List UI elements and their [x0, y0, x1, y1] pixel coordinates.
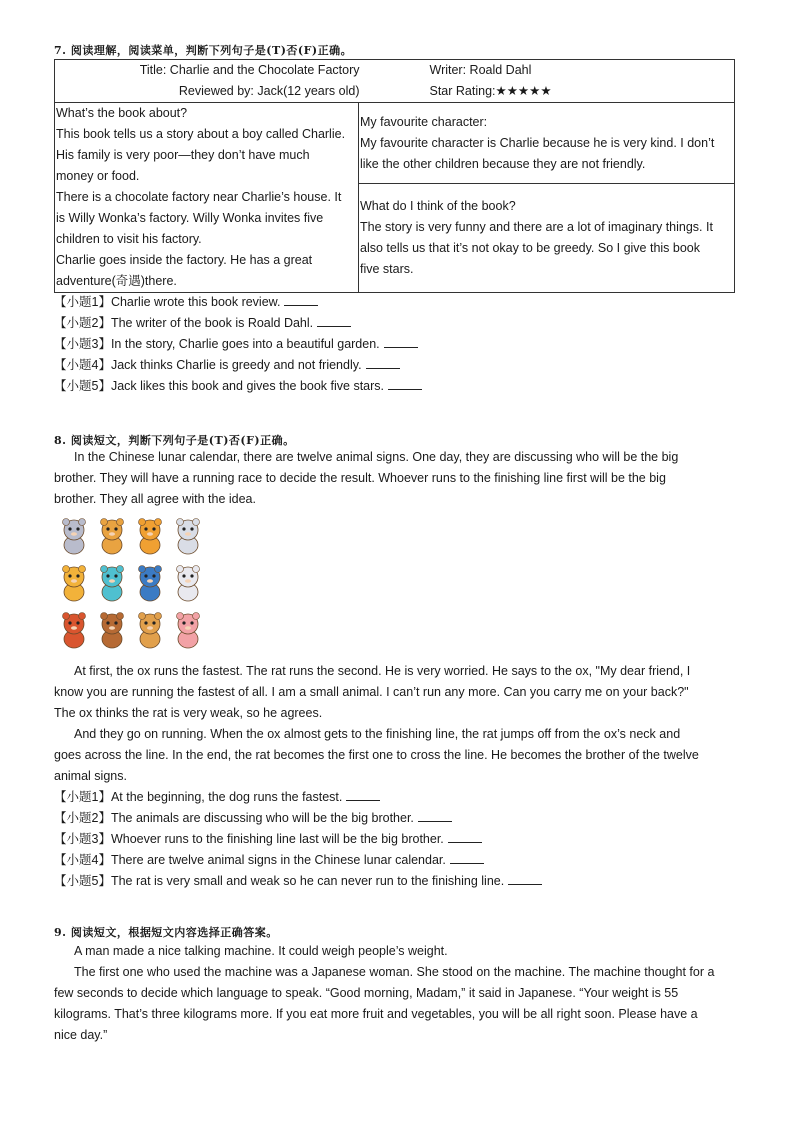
star-rating: Star Rating:★★★★★: [429, 84, 552, 98]
text-line: know you are running the fastest of all. I am a small animal. I can’t run any more. Can you carry me on your back?": [54, 685, 689, 699]
reviewer: Reviewed by: Jack(12 years old): [178, 84, 360, 98]
book-writer: Writer: Roald Dahl: [429, 63, 532, 77]
text-line: And they go on running. When the ox almost gets to the finishing line, the rat jumps off from the ox’s neck and: [74, 727, 681, 741]
text-line: nice day.”: [54, 1028, 108, 1042]
answer-blank[interactable]: [366, 358, 400, 369]
text-line: money or food.: [56, 169, 140, 183]
text-line: In the Chinese lunar calendar, there are twelve animal signs. One day, they are discussing who will be the big: [74, 450, 679, 464]
ox-icon: [94, 513, 130, 559]
monkey-icon: [94, 607, 130, 653]
text-line: A man made a nice talking machine. It could weigh people’s weight.: [74, 944, 448, 958]
text-line: His family is very poor—they don’t have much: [56, 148, 310, 162]
review-header: [55, 60, 735, 103]
q8-question-2: 【小题2】The animals are discussing who will be the big brother.: [54, 808, 452, 829]
text-line: My favourite character is Charlie because he is very kind. I don’t: [360, 135, 715, 150]
q7-question-5: 【小题5】Jack likes this book and gives the book five stars.: [54, 376, 422, 397]
q8-title: 8. 阅读短文，判断下列句子是(T)否(F)正确。: [54, 434, 295, 447]
q7-question-1: 【小题1】Charlie wrote this book review.: [54, 292, 318, 313]
dragon-icon: [56, 560, 92, 606]
q7-question-4: 【小题4】Jack thinks Charlie is greedy and not friendly.: [54, 355, 400, 376]
horse-icon: [132, 560, 168, 606]
text-line: kilograms. That’s three kilograms more. If you eat more fruit and vegetables, you will be all right soon. Please have a: [54, 1007, 698, 1021]
text-line: This book tells us a story about a boy called Charlie.: [56, 127, 346, 141]
snake-icon: [94, 560, 130, 606]
text-line: My favourite character:: [360, 114, 488, 129]
text-line: five stars.: [360, 262, 414, 276]
text-line: What do I think of the book?: [360, 199, 516, 213]
text-line: What’s the book about?: [56, 106, 188, 120]
text-line: There is a chocolate factory near Charlie’s house. It: [56, 190, 342, 204]
q7-question-2: 【小题2】The writer of the book is Roald Dahl.: [54, 313, 351, 334]
text-line: The first one who used the machine was a Japanese woman. She stood on the machine. The machine thought for a: [74, 965, 715, 979]
answer-blank[interactable]: [346, 790, 380, 801]
answer-blank[interactable]: [418, 811, 452, 822]
zodiac-animals-image: [56, 513, 202, 655]
answer-blank[interactable]: [284, 295, 318, 306]
text-line: like the other children because they are not friendly.: [360, 156, 646, 171]
book-about-cell: [55, 103, 359, 293]
q9-title: 9. 阅读短文，根据短文内容选择正确答案。: [54, 926, 278, 939]
goat-icon: [170, 560, 206, 606]
book-title: Title: Charlie and the Chocolate Factory: [139, 63, 360, 77]
opinion-cell: [359, 184, 735, 293]
answer-blank[interactable]: [508, 874, 542, 885]
answer-blank[interactable]: [317, 316, 351, 327]
rat-icon: [56, 513, 92, 559]
dog-icon: [132, 607, 168, 653]
q7-title: 7. 阅读理解，阅读菜单，判断下列句子是(T)否(F)正确。: [54, 44, 353, 57]
text-line: is Willy Wonka’s factory. Willy Wonka invites five: [56, 211, 324, 225]
text-line: Charlie goes inside the factory. He has a great: [56, 253, 313, 267]
q8-question-3: 【小题3】Whoever runs to the finishing line last will be the big brother.: [54, 829, 482, 850]
q8-question-5: 【小题5】The rat is very small and weak so he can never run to the finishing line.: [54, 871, 542, 892]
text-line: children to visit his factory.: [56, 232, 202, 246]
book-review-table: [54, 59, 735, 293]
answer-blank[interactable]: [384, 337, 418, 348]
favourite-character-cell: [359, 103, 735, 184]
text-line: The ox thinks the rat is very weak, so he agrees.: [54, 706, 323, 720]
text-line: brother. They all agree with the idea.: [54, 492, 256, 506]
text-line: The story is very funny and there are a lot of imaginary things. It: [360, 220, 713, 234]
text-line: also tells us that it’s not okay to be greedy. So I give this book: [360, 241, 701, 255]
text-line: At first, the ox runs the fastest. The rat runs the second. He is very worried. He says to the ox, "My dear friend, I: [74, 664, 691, 678]
text-line: goes across the line. In the end, the rat becomes the first one to cross the line. He becomes the brother of the twelve: [54, 748, 699, 762]
answer-blank[interactable]: [450, 853, 484, 864]
text-line: brother. They will have a running race to decide the result. Whoever runs to the finishing line first will be the big: [54, 471, 666, 485]
q8-question-1: 【小题1】At the beginning, the dog runs the fastest.: [54, 787, 380, 808]
rooster-icon: [56, 607, 92, 653]
q8-question-4: 【小题4】There are twelve animal signs in the Chinese lunar calendar.: [54, 850, 484, 871]
text-line: animal signs.: [54, 769, 127, 783]
text-line: few seconds to decide which language to speak. “Good morning, Madam,” it said in Japanese. “Your weight is 55: [54, 986, 679, 1000]
pig-icon: [170, 607, 206, 653]
rabbit-icon: [170, 513, 206, 559]
answer-blank[interactable]: [388, 379, 422, 390]
answer-blank[interactable]: [448, 832, 482, 843]
q7-question-3: 【小题3】In the story, Charlie goes into a beautiful garden.: [54, 334, 418, 355]
tiger-icon: [132, 513, 168, 559]
text-line: adventure(奇遇)there.: [56, 274, 177, 288]
